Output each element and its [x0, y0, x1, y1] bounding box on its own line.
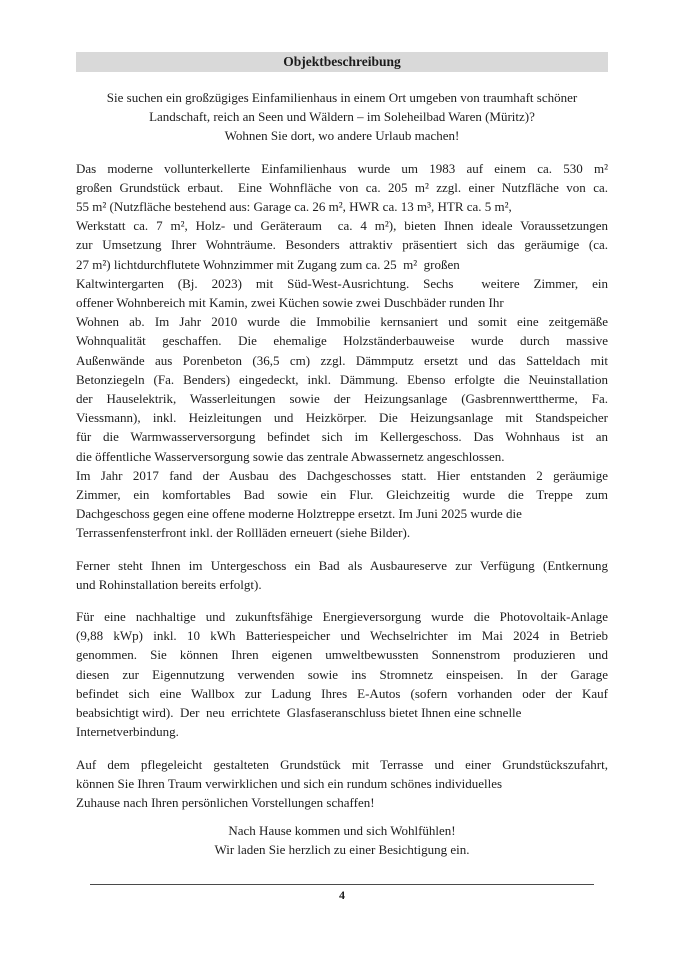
- text-line: können Sie Ihren Traum verwirklichen und sich ein rundum schönes individuelles: [76, 775, 503, 791]
- text-line: 27 m²) lichtdurchflutete Wohnzimmer mit Zugang zum ca. 25 m² großen: [76, 256, 460, 272]
- text-line: Außenwände aus Porenbeton (36,5 cm) zzgl. Dämmputz ersetzt und das Satteldach mit: [76, 352, 608, 368]
- paragraph-building: [76, 159, 608, 543]
- text-line: zur Umsetzung Ihrer Wohnträume. Besonders attraktiv präsentiert sich das geräumige (ca.: [76, 237, 608, 253]
- text-line: diesen zur Eigennutzung verwenden sowie ins Stromnetz einspeisen. In der Garage: [76, 666, 608, 682]
- text-line: großen Grundstück erbaut. Eine Wohnfläche von ca. 205 m² zzgl. einer Nutzfläche von ca.: [76, 179, 608, 195]
- text-line: Landschaft, reich an Seen und Wäldern – im Soleheilbad Waren (Müritz)?: [149, 109, 535, 125]
- text-line: Internetverbindung.: [76, 724, 179, 740]
- text-line: beabsichtigt wird). Der neu errichtete Glasfaseranschluss bietet Ihnen eine schnelle: [76, 705, 522, 721]
- footer-rule: [90, 884, 594, 885]
- text-line: Dachgeschoss gegen eine offene moderne Holztreppe ersetzt. Im Juni 2025 wurde die: [76, 506, 522, 522]
- paragraph-basement: [76, 556, 608, 594]
- text-line: Für eine nachhaltige und zukunftsfähige Energieversorgung wurde die Photovoltaik-Anlage: [76, 609, 608, 625]
- text-line: Auf dem pflegeleicht gestalteten Grundstück mit Terrasse und einer Grundstückszufahrt,: [76, 756, 608, 772]
- text-line: Werkstatt ca. 7 m², Holz- und Geräteraum ca. 4 m²), bieten Ihnen ideale Voraussetzungen: [76, 218, 608, 234]
- text-line: offener Wohnbereich mit Kamin, zwei Küchen sowie zwei Duschbäder runden Ihr: [76, 295, 504, 311]
- text-line: Wohnen ab. Im Jahr 2010 wurde die Immobilie kernsaniert und somit eine zeitgemäße: [76, 314, 608, 330]
- body-paragraphs: [76, 88, 608, 860]
- text-line: der Hauselektrik, Wasserleitungen sowie der Heizungsanlage (Gasbrennwerttherme, Fa.: [76, 391, 608, 407]
- text-line: Terrassenfensterfront inkl. der Rollläden erneuert (siehe Bilder).: [76, 525, 411, 541]
- text-line: befindet sich eine Wallbox zur Ladung Ihres E-Autos (sofern vorhanden oder der Kauf: [76, 685, 608, 701]
- text-line: Das moderne vollunterkellerte Einfamilienhaus wurde um 1983 auf einem ca. 530 m²: [76, 160, 608, 176]
- text-line: Wohnqualität geschaffen. Die ehemalige Holzständerbauweise wurde durch massive: [76, 333, 608, 349]
- text-line: die öffentliche Wasserversorgung sowie das zentrale Abwassernetz angeschlossen.: [76, 448, 505, 464]
- text-line: Wir laden Sie herzlich zu einer Besichtigung ein.: [214, 842, 470, 858]
- text-line: Im Jahr 2017 fand der Ausbau des Dachgeschosses statt. Hier entstanden 2 geräumige: [76, 467, 608, 483]
- text-line: 55 m² (Nutzfläche bestehend aus: Garage ca. 26 m², HWR ca. 13 m³, HTR ca. 5 m²,: [76, 199, 512, 215]
- text-line: Zuhause nach Ihren persönlichen Vorstellungen schaffen!: [76, 794, 375, 810]
- text-line: Betonziegeln (Fa. Benders) eingedeckt, inkl. Dämmung. Ebenso erfolgte die Neuinstallation: [76, 371, 608, 387]
- paragraph-energy: [76, 607, 608, 741]
- closing: [76, 821, 608, 859]
- intro: [76, 88, 608, 146]
- section-header: [76, 52, 608, 72]
- text-line: Wohnen Sie dort, wo andere Urlaub machen!: [224, 128, 460, 144]
- text-line: für die Warmwasserversorgung befindet sich im Kellergeschoss. Das Wohnhaus ist an: [76, 429, 608, 445]
- text-line: Ferner steht Ihnen im Untergeschoss ein Bad als Ausbaureserve zur Verfügung (Entkernung: [76, 557, 608, 573]
- section-title: Objektbeschreibung: [283, 54, 401, 69]
- text-line: Zimmer, ein komfortables Bad sowie ein Flur. Gleichzeitig wurde die Treppe zum: [76, 487, 608, 503]
- text-line: (9,88 kWp) inkl. 10 kWh Batteriespeicher und Wechselrichter im Mai 2024 in Betrieb: [76, 628, 608, 644]
- text-line: und Rohinstallation bereits erfolgt).: [76, 576, 262, 592]
- page-number: 4: [339, 887, 345, 902]
- text-line: Sie suchen ein großzügiges Einfamilienhaus in einem Ort umgeben von traumhaft schöner: [106, 90, 578, 105]
- text-line: Viessmann), inkl. Heizleitungen und Heizkörper. Die Heizungsanlage mit Standspeicher: [76, 410, 608, 426]
- text-line: Kaltwintergarten (Bj. 2023) mit Süd-West-Ausrichtung. Sechs weitere Zimmer, ein: [76, 275, 608, 291]
- text-line: Nach Hause kommen und sich Wohlfühlen!: [228, 823, 456, 839]
- text-line: genommen. Sie können Ihren eigenen umweltbewussten Sonnenstrom produzieren und: [76, 647, 608, 663]
- paragraph-grounds: [76, 755, 608, 813]
- page-footer: [76, 884, 608, 903]
